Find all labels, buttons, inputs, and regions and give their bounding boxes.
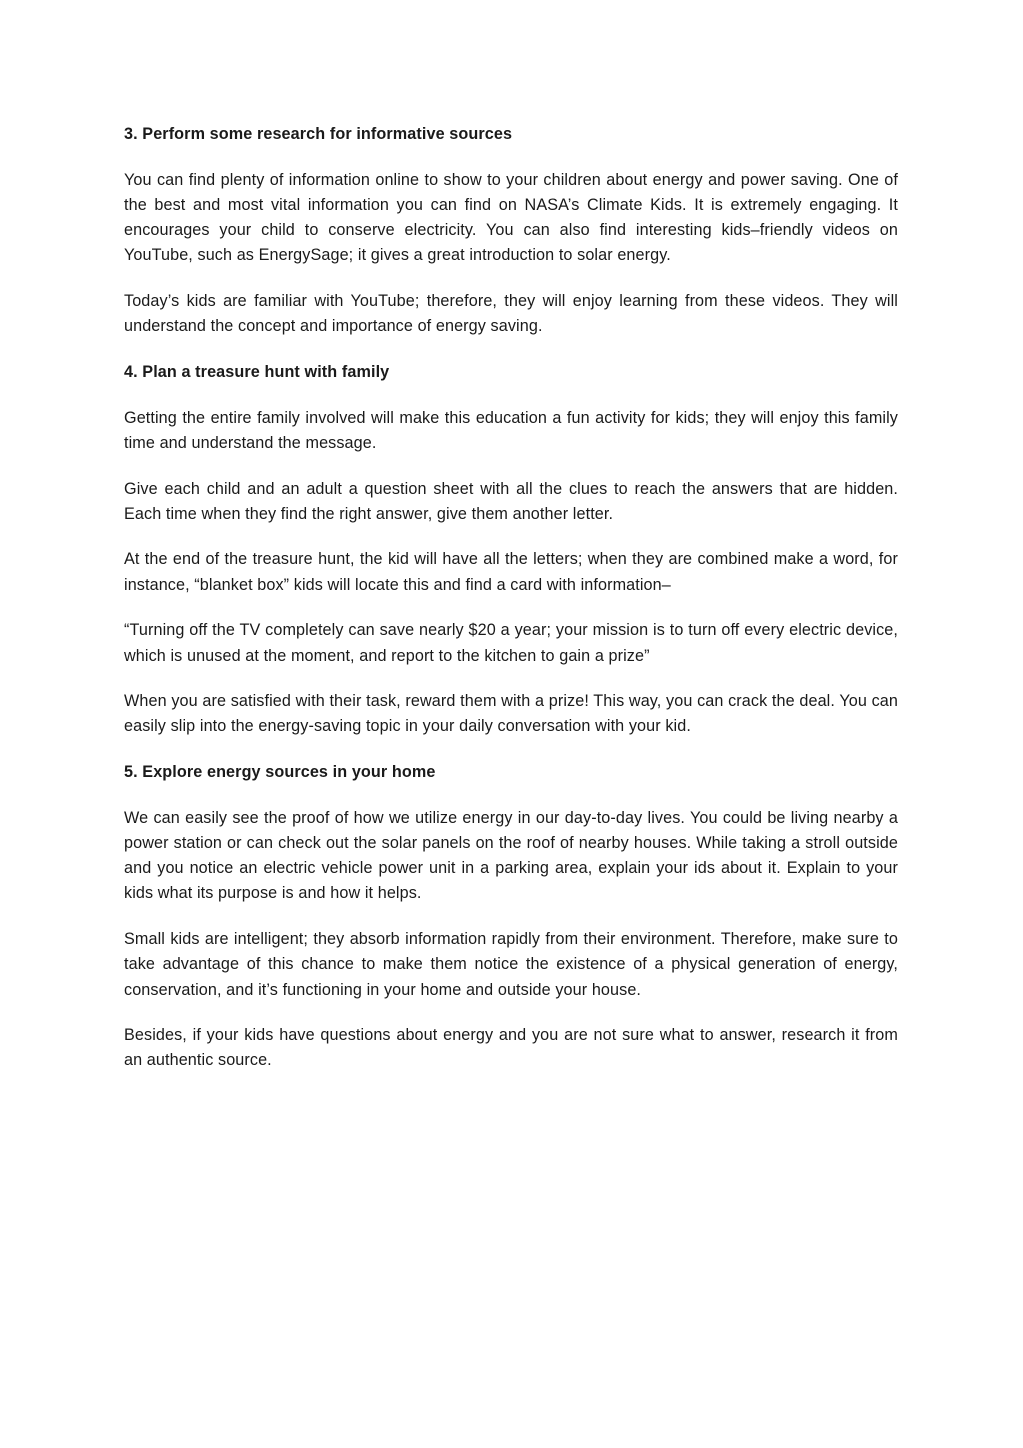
section-energy-sources (124, 760, 898, 1074)
section-heading: 3. Perform some research for informative sources (124, 125, 513, 143)
section-heading: 5. Explore energy sources in your home (124, 763, 436, 782)
paragraph: Besides, if your kids have questions about energy and you are not sure what to answer, research it from an authentic source. (124, 1026, 898, 1070)
paragraph: At the end of the treasure hunt, the kid will have all the letters; when they are combined make a word, for instance, “blanket box” kids will locate this and find a card with information– (124, 550, 898, 594)
section-research (124, 122, 898, 339)
paragraph: Getting the entire family involved will make this education a fun activity for kids; they will enjoy this family time and understand the message. (124, 408, 898, 452)
paragraph: Today’s kids are familiar with YouTube; therefore, they will enjoy learning from these videos. They will understand the concept and importance of energy saving. (124, 292, 898, 336)
paragraph: Small kids are intelligent; they absorb information rapidly from their environment. Therefore, make sure to take advantage of this chance to make them notice the existence of a physical generation of energy, conservation, and it’s functioning in your home and outside your house. (124, 930, 898, 999)
document-page (124, 122, 898, 1094)
section-treasure-hunt (124, 360, 898, 740)
paragraph: We can easily see the proof of how we utilize energy in our day-to-day lives. You could be living nearby a power station or can check out the solar panels on the roof of nearby houses. While taking a stroll outside and you notice an electric vehicle power unit in a parking area, explain your ids about it. Explain to your kids what its purpose is and how it helps. (124, 808, 898, 903)
section-heading: 4. Plan a treasure hunt with family (124, 362, 390, 381)
quote-paragraph: “Turning off the TV completely can save nearly $20 a year; your mission is to turn off every electric device, which is unused at the moment, and report to the kitchen to gain a prize” (124, 621, 898, 665)
paragraph: You can find plenty of information online to show to your children about energy and power saving. One of the best and most vital information you can find on NASA’s Climate Kids. It is extremely engaging. It encourages your child to conserve electricity. You can also find interesting kids–friendly videos on YouTube, such as EnergySage; it gives a great introduction to solar energy. (124, 170, 898, 265)
paragraph: Give each child and an adult a question sheet with all the clues to reach the answers that are hidden. Each time when they find the right answer, give them another letter. (124, 479, 898, 523)
paragraph: When you are satisfied with their task, reward them with a prize! This way, you can crack the deal. You can easily slip into the energy-saving topic in your daily conversation with your kid. (124, 692, 898, 736)
